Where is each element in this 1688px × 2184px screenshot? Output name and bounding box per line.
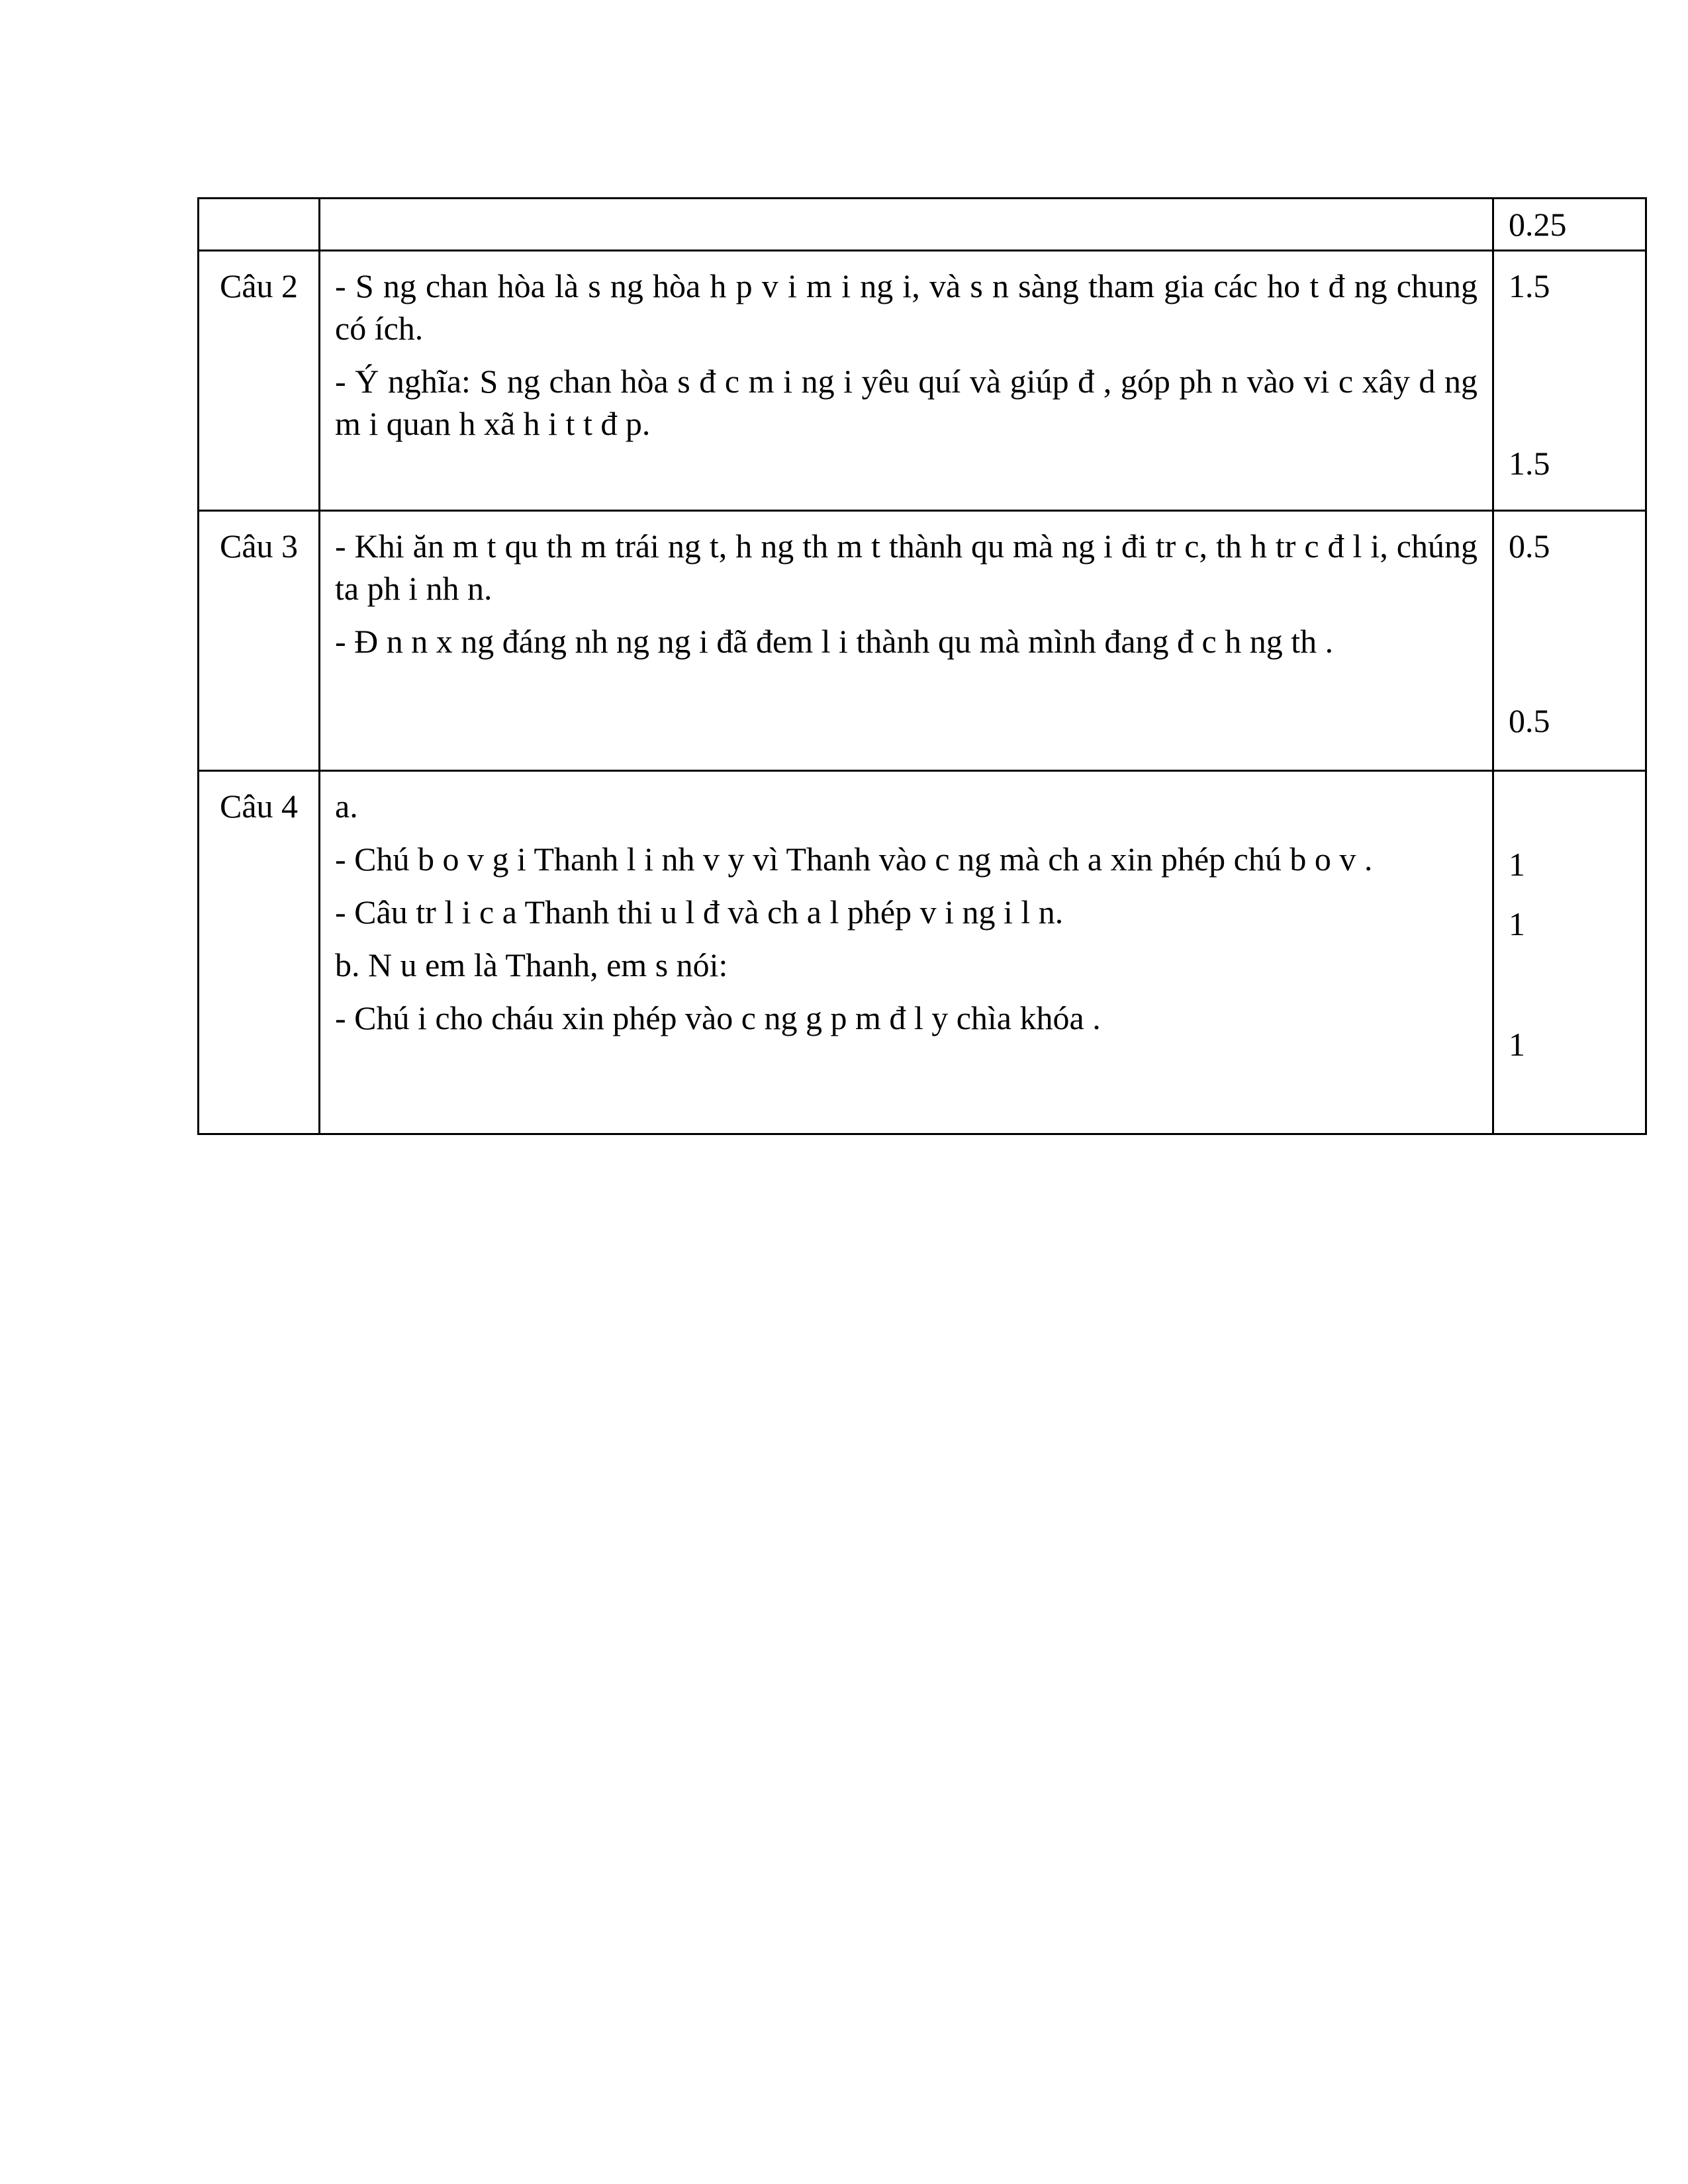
table-row	[199, 199, 1646, 251]
score-value: 1.5	[1509, 267, 1550, 304]
content-cell	[320, 771, 1493, 1134]
question-cell: Câu 4	[199, 771, 320, 1134]
answer-line: - Khi ăn m t qu th m trái ng t, h ng th m t thành qu mà ng i đi tr c, th h tr c đ l i, chúng ta ph i nh n.	[335, 527, 1477, 607]
score-cell	[1493, 251, 1646, 511]
table-row	[199, 511, 1646, 771]
question-cell: Câu 2	[199, 251, 320, 511]
answer-line: - S ng chan hòa là s ng hòa h p v i m i ng i, và s n sàng tham gia các ho t đ ng chung có ích.	[335, 267, 1477, 347]
score-cell	[1493, 771, 1646, 1134]
score-value: 0.5	[1509, 702, 1550, 739]
answer-line: - Chú b o v g i Thanh l i nh v y vì Thanh vào c ng mà ch a xin phép chú b o v .	[335, 841, 1373, 878]
answer-line: a.	[335, 788, 358, 825]
answer-line: b. N u em là Thanh, em s nói:	[335, 946, 728, 983]
answer-line: - Câu tr l i c a Thanh thi u l đ và ch a l phép v i ng i l n.	[335, 893, 1064, 931]
answer-line: - Chú i cho cháu xin phép vào c ng g p m đ l y chìa khóa .	[335, 999, 1101, 1036]
score-value: 1	[1509, 846, 1525, 883]
content-cell	[320, 251, 1493, 511]
question-cell: Câu 3	[199, 511, 320, 771]
answer-key-table	[197, 197, 1647, 1135]
score-value: 0.25	[1509, 206, 1567, 243]
question-cell	[199, 199, 320, 251]
table-row	[199, 251, 1646, 511]
score-value: 1	[1509, 1026, 1525, 1063]
table-row	[199, 771, 1646, 1134]
score-cell	[1493, 199, 1646, 251]
score-value: 1.5	[1509, 445, 1550, 482]
content-cell	[320, 199, 1493, 251]
score-value: 0.5	[1509, 527, 1550, 565]
answer-line: - Đ n n x ng đáng nh ng ng i đã đem l i thành qu mà mình đang đ c h ng th .	[335, 623, 1334, 660]
score-value: 1	[1509, 905, 1525, 942]
answer-line: - Ý nghĩa: S ng chan hòa s đ c m i ng i yêu quí và giúp đ , góp ph n vào vi c xây d ng m i quan h xã h i t t đ p.	[335, 363, 1477, 442]
score-cell	[1493, 511, 1646, 771]
content-cell	[320, 511, 1493, 771]
